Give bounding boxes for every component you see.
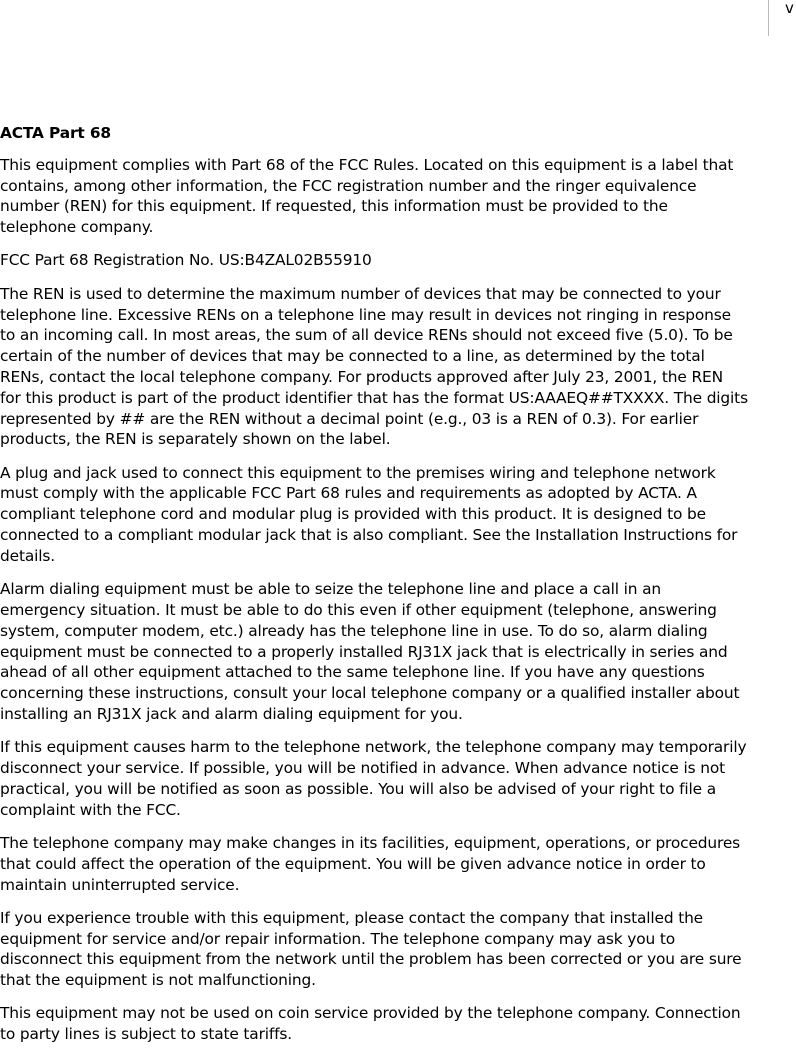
paragraph-network-harm: If this equipment causes harm to the telephone network, the telephone company may temporarily disconnect your service. If possible, you will be notified in advance. When advance notice is not practical, you will be notified as soon as possible. You will also be advised of your right to file a complaint with the FCC. [0,738,747,819]
paragraph-plug-and-jack: A plug and jack used to connect this equipment to the premises wiring and telephone network must comply with the applicable FCC Part 68 rules and requirements as adopted by ACTA. A compliant telephone cord and modular plug is provided with this product. It is designed to be connected to a compliant modular jack that is also compliant. See the Installation Instructions for details. [0,463,738,565]
document-body [0,123,748,1058]
paragraph-company-changes: The telephone company may make changes in its facilities, equipment, operations, or procedures that could affect the operation of the equipment. You will be given advance notice in order to maintain uninterrupted service. [0,833,741,894]
paragraph-coin-service: This equipment may not be used on coin service provided by the telephone company. Connection to party lines is subject to state tariffs. [0,1004,741,1044]
page-number: v [768,0,796,36]
paragraph-trouble: If you experience trouble with this equipment, please contact the company that installed the equipment for service and/or repair information. The telephone company may ask you to disconnect this equipment from the network until the problem has been corrected or you are sure that the equipment is not malfunctioning. [0,908,742,990]
section-heading: ACTA Part 68 [0,124,111,142]
paragraph-registration-number: FCC Part 68 Registration No. US:B4ZAL02B55910 [0,251,372,270]
paragraph-alarm-dialing: Alarm dialing equipment must be able to seize the telephone line and place a call in an emergency situation. It must be able to do this even if other equipment (telephone, answering system, computer modem, etc.) already has the telephone line in use. To do so, alarm dialing equipment must be connected to a properly installed RJ31X jack that is electrically in series and ahead of all other equipment attached to the same telephone line. If you have any questions concerning these instructions, consult your local telephone company or a qualified installer about installing an RJ31X jack and alarm dialing equipment for you. [0,580,740,723]
paragraph-ren: The REN is used to determine the maximum number of devices that may be connected to your telephone line. Excessive RENs on a telephone line may result in devices not ringing in response to an incoming call. In most areas, the sum of all device RENs should not exceed five (5.0). To be certain of the number of devices that may be connected to a line, as determined by the total RENs, contact the local telephone company. For products approved after July 23, 2001, the REN for this product is part of the product identifier that has the format US:AAAEQ##TXXXX. The digits represented by ## are the REN without a decimal point (e.g., 03 is a REN of 0.3). For earlier products, the REN is separately shown on the label. [0,284,748,449]
paragraph-compliance: This equipment complies with Part 68 of the FCC Rules. Located on this equipment is a label that contains, among other information, the FCC registration number and the ringer equivalence number (REN) for this equipment. If requested, this information must be provided to the telephone company. [0,155,734,237]
